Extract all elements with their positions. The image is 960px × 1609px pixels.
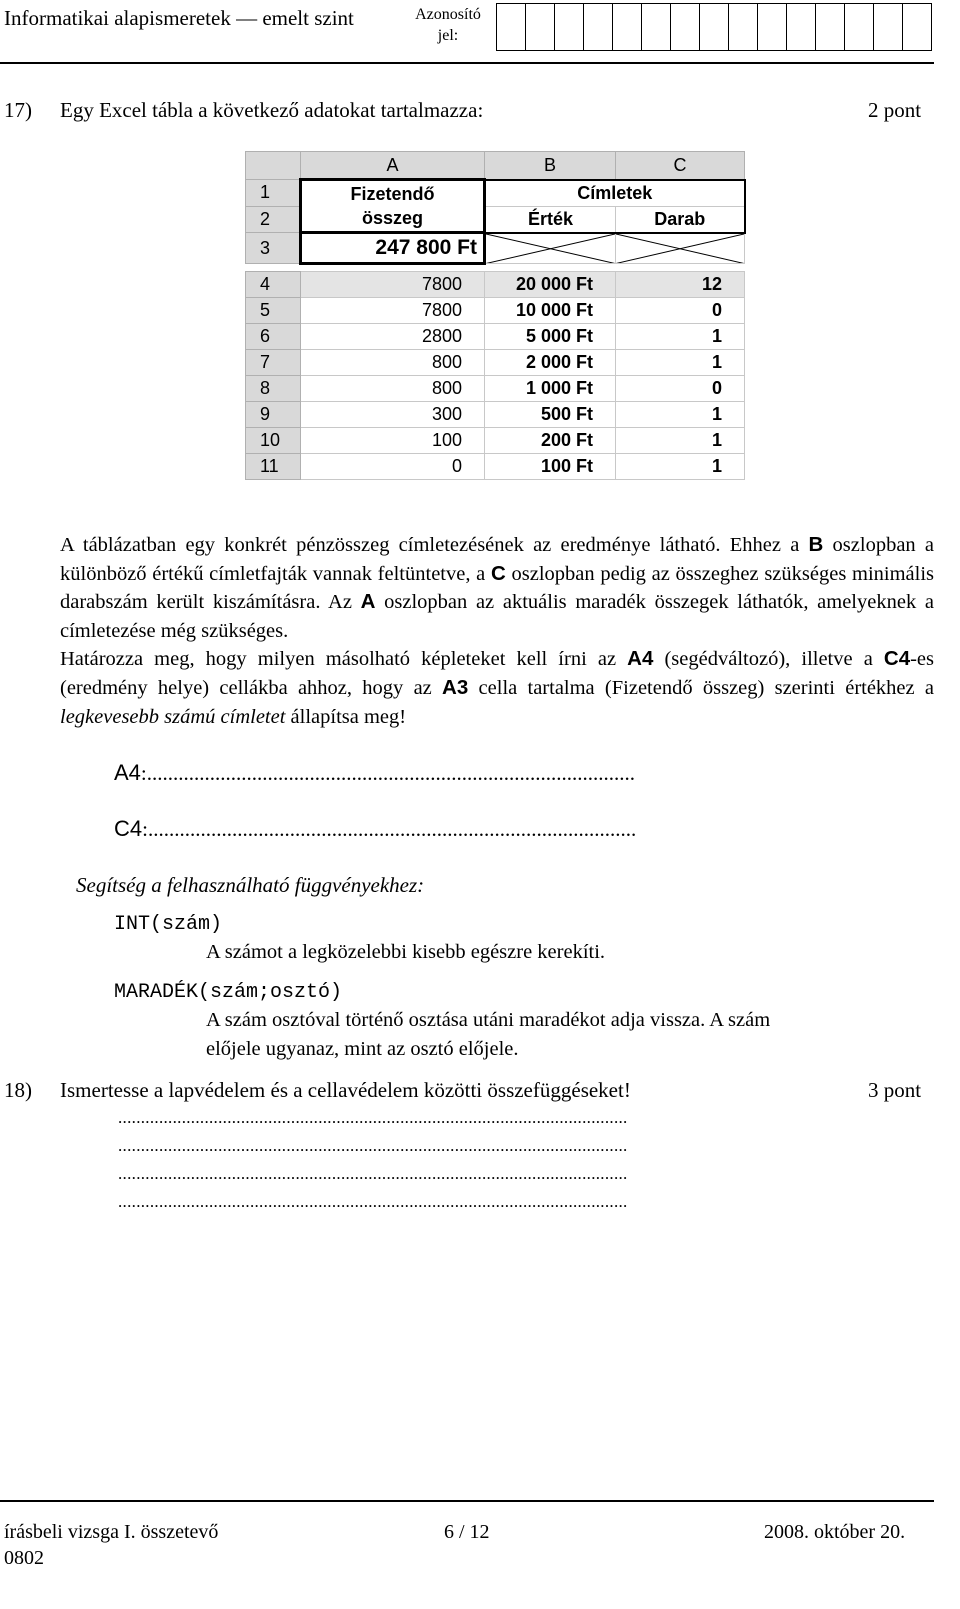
- cell-a: 800: [301, 350, 485, 376]
- row-header: 10: [246, 428, 301, 454]
- corner-cell: [246, 152, 301, 180]
- desc-text: (segédváltozó), illetve a: [664, 648, 873, 671]
- cell-b: 20 000 Ft: [485, 272, 616, 298]
- question-17-points: 2 pont: [868, 98, 922, 122]
- cell-b: 10 000 Ft: [485, 298, 616, 324]
- table-row: [246, 428, 745, 454]
- desc-col-a: A: [360, 590, 376, 614]
- row-header: 8: [246, 376, 301, 402]
- help-function-int-desc: A számot a legközelebbi kisebb egészre kerekíti.: [206, 941, 606, 963]
- row-header: 5: [246, 298, 301, 324]
- id-box[interactable]: [786, 3, 816, 51]
- col-header-b: B: [485, 152, 616, 180]
- cell-a: 2800: [301, 324, 485, 350]
- header-title: Informatikai alapismeretek — emelt szint: [4, 6, 354, 30]
- id-box[interactable]: [815, 3, 845, 51]
- help-function-maradek-desc-2: előjele ugyanaz, mint az osztó előjele.: [206, 1038, 519, 1060]
- answer-c4-label: C4: [114, 816, 143, 841]
- col-header-a: A: [301, 152, 485, 180]
- id-box[interactable]: [641, 3, 671, 51]
- help-function-int: INT(szám): [114, 913, 223, 936]
- desc-text: A táblázatban egy konkrét pénzösszeg címletezésének az eredménye látható. Ehhez a: [60, 534, 800, 556]
- cell-a: 7800: [301, 272, 485, 298]
- col-header-c: C: [616, 152, 745, 180]
- task-description: [60, 531, 934, 731]
- desc-text: Határozza meg, hogy milyen másolható képleteket kell írni az: [60, 648, 617, 671]
- help-title: Segítség a felhasználható függvényekhez:: [76, 873, 425, 897]
- cell-a: 800: [301, 376, 485, 402]
- id-box[interactable]: [554, 3, 584, 51]
- id-box[interactable]: [902, 3, 932, 51]
- table-row: [246, 324, 745, 350]
- footer-code: 0802: [4, 1547, 44, 1569]
- table-row: [246, 272, 745, 298]
- cell-a1-a2: [301, 180, 485, 233]
- id-label-line2: jel:: [437, 27, 459, 44]
- answer-line-18[interactable]: ................................................................................................................: [118, 1164, 628, 1183]
- cell-c2: Darab: [616, 206, 745, 233]
- cell-c: 12: [616, 272, 745, 298]
- answer-line-18[interactable]: ................................................................................................................: [118, 1192, 628, 1211]
- id-box[interactable]: [699, 3, 729, 51]
- table-row: [246, 454, 745, 480]
- cell-a: 0: [301, 454, 485, 480]
- table-row: [246, 350, 745, 376]
- cell-b: 5 000 Ft: [485, 324, 616, 350]
- help-function-maradek: MARADÉK(szám;osztó): [114, 981, 343, 1004]
- question-17-prompt: Egy Excel tábla a következő adatokat tartalmazza:: [60, 98, 484, 122]
- cell-b1: Címletek: [485, 180, 745, 207]
- question-17-number: 17): [4, 98, 32, 122]
- id-label-line1: Azonosító: [415, 6, 481, 23]
- desc-emphasis: legkevesebb számú címletet: [60, 705, 286, 728]
- id-box[interactable]: [757, 3, 787, 51]
- answer-a4-dots: :.............................................................................................: [140, 761, 636, 785]
- answer-a4[interactable]: [114, 760, 635, 786]
- answer-c4[interactable]: [114, 816, 636, 842]
- cell-a: 100: [301, 428, 485, 454]
- footer-page: 6 / 12: [444, 1521, 490, 1543]
- row-header: 11: [246, 454, 301, 480]
- desc-col-c: C: [491, 561, 506, 585]
- cell-a3: 247 800 Ft: [301, 233, 485, 264]
- id-boxes: [497, 3, 932, 51]
- desc-text: cella tartalma (Fizetendő összeg) szerinti értékhez a: [478, 676, 934, 699]
- desc-cell-c4: C4: [883, 647, 911, 671]
- header-divider: [0, 62, 934, 64]
- cell-c: 1: [616, 428, 745, 454]
- table-row: [246, 376, 745, 402]
- cell-c: 0: [616, 376, 745, 402]
- cell-c3: [616, 233, 745, 264]
- cell-c: 1: [616, 324, 745, 350]
- cell-b3: [485, 233, 616, 264]
- spreadsheet: [245, 151, 746, 480]
- footer-left: írásbeli vizsga I. összetevő: [4, 1521, 219, 1543]
- id-box[interactable]: [670, 3, 700, 51]
- id-box[interactable]: [496, 3, 526, 51]
- desc-col-b: B: [808, 533, 824, 556]
- row-header: 9: [246, 402, 301, 428]
- answer-a4-label: A4: [114, 760, 141, 785]
- cell-a1-text: Fizetendő: [350, 184, 435, 204]
- desc-text: oszlopban a különböző értékű címletfajták vannak feltüntetve, a: [60, 534, 934, 585]
- cell-b2: Érték: [485, 206, 616, 233]
- id-box[interactable]: [873, 3, 903, 51]
- desc-cell-a4: A4: [627, 647, 654, 671]
- cell-a: 7800: [301, 298, 485, 324]
- answer-line-18[interactable]: ................................................................................................................: [118, 1108, 628, 1127]
- row-header: 6: [246, 324, 301, 350]
- desc-cell-a3: A3: [442, 675, 469, 699]
- cross-out-icon: [616, 234, 744, 264]
- cell-a2-text: összeg: [361, 208, 424, 228]
- id-box[interactable]: [583, 3, 613, 51]
- id-box[interactable]: [612, 3, 642, 51]
- row-header: 4: [246, 272, 301, 298]
- table-row: [246, 298, 745, 324]
- row-header: 2: [246, 206, 301, 233]
- desc-text: oszlopban pedig az összeghez szükséges minimális darabszám került kiszámításra. Az: [60, 562, 935, 614]
- cell-c: 1: [616, 454, 745, 480]
- row-header: 7: [246, 350, 301, 376]
- cell-b: 2 000 Ft: [485, 350, 616, 376]
- question-18-number: 18): [4, 1078, 32, 1102]
- answer-c4-dots: :.............................................................................................: [142, 817, 637, 841]
- question-18-points: 3 pont: [868, 1078, 922, 1102]
- cell-b: 500 Ft: [485, 402, 616, 428]
- cell-c: 1: [616, 350, 745, 376]
- cell-b: 200 Ft: [485, 428, 616, 454]
- id-box[interactable]: [844, 3, 874, 51]
- cell-c: 1: [616, 402, 745, 428]
- id-box[interactable]: [728, 3, 758, 51]
- cell-b: 100 Ft: [485, 454, 616, 480]
- help-function-maradek-desc-1: A szám osztóval történő osztása utáni maradékot adja vissza. A szám: [206, 1009, 771, 1031]
- cross-out-icon: [486, 234, 615, 264]
- footer-divider: [0, 1500, 934, 1502]
- answer-line-18[interactable]: ................................................................................................................: [118, 1136, 628, 1155]
- cell-c: 0: [616, 298, 745, 324]
- row-header: 1: [246, 180, 301, 207]
- cell-a: 300: [301, 402, 485, 428]
- desc-text: -es (eredmény helye) cellákba ahhoz, hogy az: [60, 648, 935, 699]
- cell-b: 1 000 Ft: [485, 376, 616, 402]
- desc-text: állapítsa meg!: [290, 705, 407, 728]
- id-box[interactable]: [525, 3, 555, 51]
- table-row: [246, 402, 745, 428]
- question-18-prompt: Ismertesse a lapvédelem és a cellavédelem közötti összefüggéseket!: [60, 1078, 631, 1102]
- footer-date: 2008. október 20.: [764, 1521, 906, 1543]
- id-label: [408, 4, 488, 46]
- row-header: 3: [246, 233, 301, 264]
- desc-text: oszlopban az aktuális maradék összegek láthatók, amelyeknek a címletezése még szükséges.: [60, 591, 934, 642]
